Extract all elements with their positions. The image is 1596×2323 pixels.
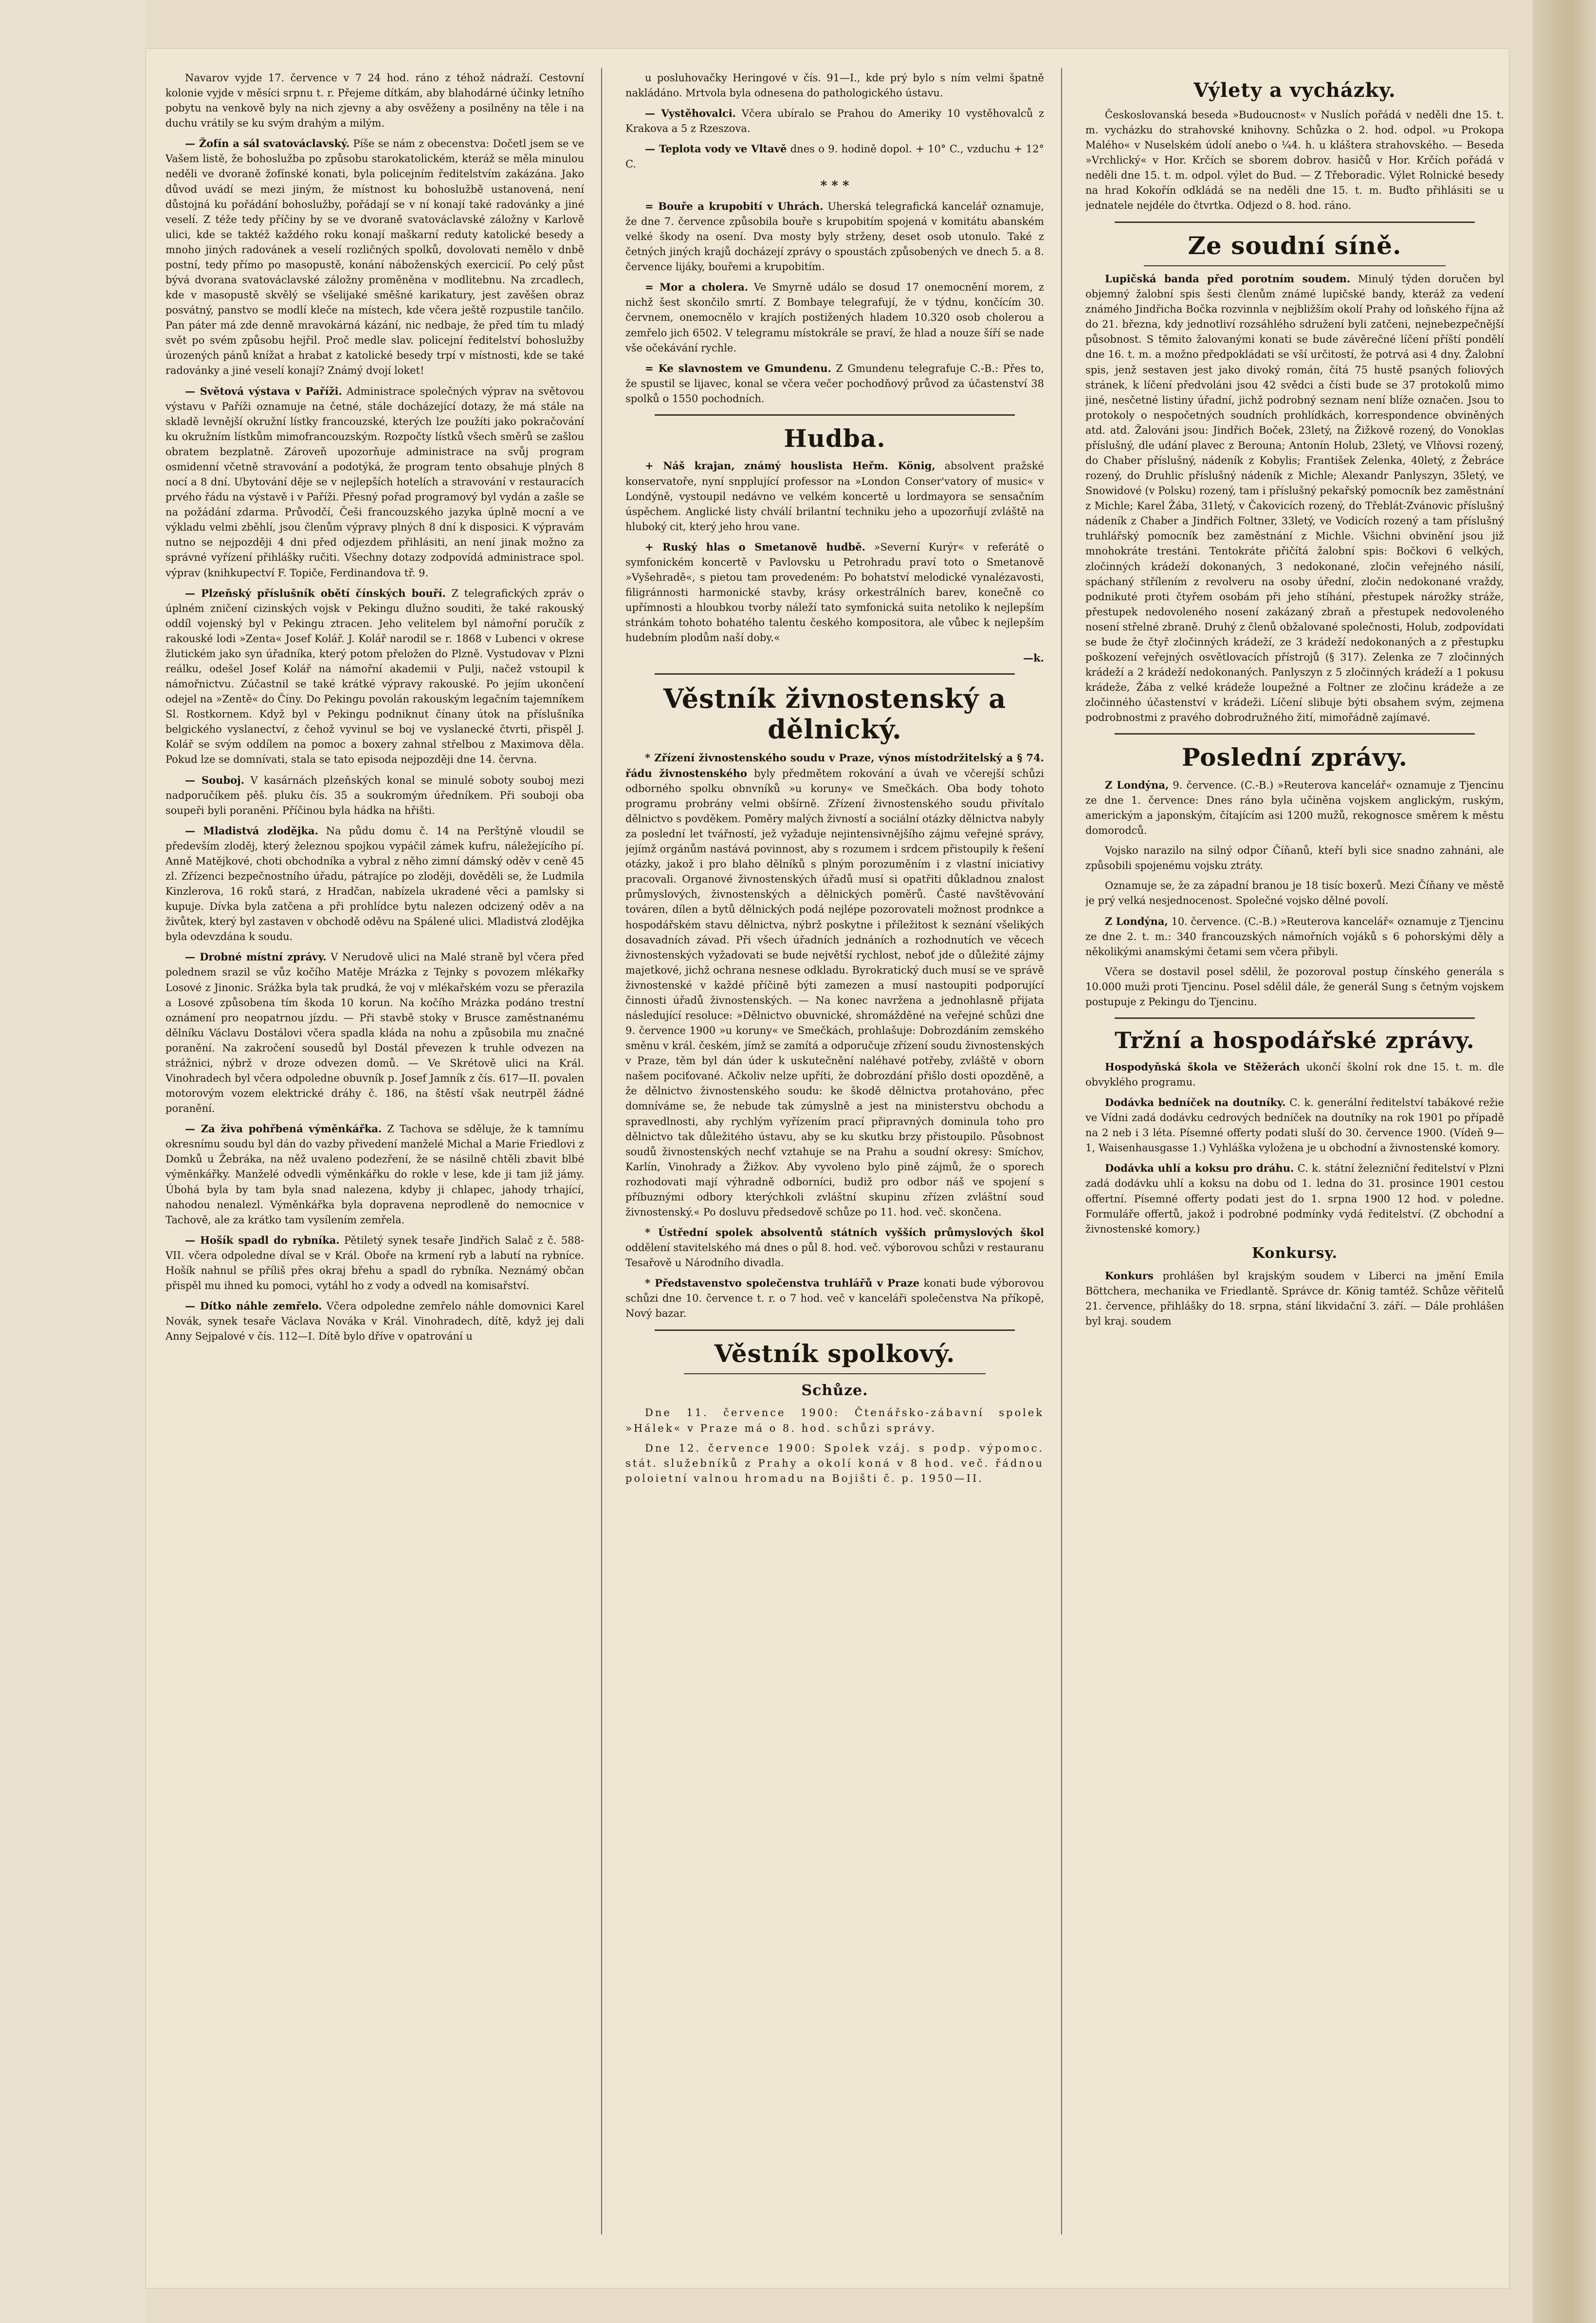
article-paragraph: u posluhovačky Heringové v čís. 91—I., kde prý bylo s ním velmi špatně nakládáno. Mrtvola byla odnesena do pathologického ústavu. (625, 72, 1044, 99)
column-rule (1061, 68, 1062, 2234)
column-left (165, 71, 584, 2232)
article-lead: Hospodyňská škola ve Stěžerách (1105, 1060, 1300, 1073)
article-text: absolvent pražské konservatoře, nyní snpplující professor na »London Conser'vatory of music« v Londýně, vystoupil nedávno ve velkém koncertě u lordmayora se sensačním úspěchem. Anglické listy chválí brilantní techniku jeho a upozorňují zvláště na hluboký cit, který jeho hrou vane. (625, 460, 1044, 533)
article-paragraph (1085, 1268, 1504, 1329)
section-heading-trade-bulletin: Věstník živnostenský a dělnický. (663, 683, 1007, 745)
article-text: Na půdu domu č. 14 na Perštýně vloudil se především zloděj, který železnou spojkou vypáčil zámek kufru, náležejícího pí. Anně Matějkové, choti obchodníka a vybral z něho zimní dámský oděv v ceně 45 zl. Zřízenci bezpečnostního úřadu, pátrajíce po zloději, dověděli se, že Ludmila Kinzlerova, 16 roků stará, z Hradčan, nabízela ukradené věci a pamlsky si kupuje. Dívka byla zatčena a při prohlídce bytu nalezen odcizený oděv a na živůtek, který byl zastaven v obchodě oděvu na Spálené ulici. Mladistvá zlodějka byla odevzdána k soudu. (165, 825, 584, 943)
article-lead: = Mor a cholera. (645, 281, 749, 294)
section-divider (1115, 733, 1475, 735)
article-text: V kasárnách plzeňských konal se minulé soboty souboj mezi nadporučíkem pěš. pluku čís. 35 a soukromým úředníkem. Při souboji oba soupeři byli poraněni. Příčinou byla hádka na hřišti. (165, 774, 584, 816)
article-lead: Lupičská banda před porotním soudem. (1105, 273, 1351, 285)
article-text: C. k. generální ředitelství tabákové režie ve Vídni zadá dodávku cedrových bedníček na doutníky na rok 1901 po případě na 2 neb i 3 léta. Písemné offerty podati sluší do 30. července 1900. (Vídeň 9—1, Waisenhausgasse 1.) Vyhláška vyložena je u obchodní a živnostenské komory. (1085, 1097, 1504, 1154)
article-lead: — Drobné místní zprávy. (185, 951, 327, 963)
article-lead: * Představenstvo společenstva truhlářů v Praze (645, 1277, 919, 1290)
article-lead: — Mladistvá zlodějka. (185, 824, 318, 837)
article-text: C. k. státní železniční ředitelství v Plzni zadá dodávku uhlí a koksu na dobu od 1. ledna do 31. prosince 1901 cestou offertní. Písemné offerty podati jest do 1. srpna 1900 12 hod. v poledne. Formuláře offertů, jakož i podrobné podmínky vydá ředitelství. (Z obchodní a živnostenské komory.) (1085, 1162, 1504, 1235)
article-paragraph (625, 361, 1044, 406)
article-lead: Dodávka bedníček na doutníky. (1105, 1096, 1286, 1109)
article-text: konati bude výborovou schůzi dne 10. července t. r. o 7 hod. več v kanceláři společenstva Na příkopě, Nový bazar. (625, 1277, 1044, 1320)
article-text: »Severní Kurýr« v referátě o symfonickém koncertě v Pavlovsku u Petrohradu praví toto o Smetanově »Vyšehradě«, s pietou tam provedeném: Po bohatství melodické vynalézavosti, filigránnosti harmonické stavby, krásy orkestrálních barev, konečně co upřímnosti a hloubkou tvorby náleží tato symfonická suita netoliko k nejlepším stránkám tohoto bohatého talentu českého kompositora, ale vůbec k nejlepším hudebním plodům naší doby.« (625, 541, 1044, 644)
article-lead: * Zřízení živnostenského soudu v Praze, výnos místodržitelský a § 74. řádu živnostenského (625, 751, 1044, 779)
article-lead: — Za živa pohřbená výměnkářka. (185, 1123, 382, 1135)
article-paragraph (1085, 1059, 1504, 1090)
article-paragraph (625, 458, 1044, 534)
article-lead: — Světová výstava v Paříži. (185, 385, 342, 397)
article-text: Včera odpoledne zemřelo náhle domovnici Karel Novák, synek tesaře Václava Nováka v Král. Vinohradech, dítě, když jej dali Anny Sejpalové v čís. 112—I. Dítě bylo dříve v opatrování u (165, 1300, 584, 1343)
article-paragraph: Oznamuje se, že za západní branou je 18 tisíc boxerů. Mezi Číňany ve městě je prý velká nesjednocenost. Společné vojsko dělné povolí. (1085, 880, 1504, 907)
subheading-bankruptcies: Konkursy. (1252, 1244, 1338, 1262)
article-text: prohlášen byl krajským soudem v Liberci na jmění Emila Böttchera, mechanika ve Friedlantě. Správce dr. König tamtéž. Schůze věřitelů 21. července, přihlášky do 18. srpna, stání likvidační 3. září. — Dále prohlášen byl kraj. soudem (1085, 1270, 1504, 1327)
column-rule (601, 68, 602, 2234)
article-paragraph (1085, 777, 1504, 838)
article-lead: + Náš krajan, známý houslista Heřm. König, (645, 460, 936, 472)
article-paragraph (165, 136, 584, 378)
article-paragraph (165, 586, 584, 768)
article-lead: — Plzeňský příslušník obětí čínských bouří. (185, 587, 446, 599)
article-paragraph (625, 539, 1044, 646)
article-text: Z telegrafických zpráv o úplném zničení cizinských vojsk v Pekingu dlužno souditi, že také rakouský oddíl vojenský byl v Pekingu ztracen. Jeho velitelem byl námořní poručík z rakouské lodi »Zenta« Josef Kolář. J. Kolář narodil se r. 1868 v Lubenci v okrese žlutickém jako syn úřadníka, který potom přeložen do Plzně. Vystudovav v Plzni reálku, odešel Josef Kolář na námořní akademii v Pulji, načež vstoupil k námořnictvu. Zúčastnil se také krátké výpravy rakouské. Po jejím ukončení odejel na »Zentě« do Číny. Do Pekingu povolán rakouským legačním tajemníkem Sl. Rostkornem. Když byl v Pekingu podniknut čínany útok na příslušníka belgického vyslanectví, z čehož vyvinul se boj ve vyslanecké čtvrti, přispěl J. Kolář se svým oddílem na pomoc a boxery zahnal střelbou z Maximova děla. Pokud lze se domnívati, stala se tato episoda nejpozději dne 14. června. (165, 587, 584, 766)
subheading-meetings: Schůze. (801, 1382, 868, 1400)
article-lead: — Vystěhovalci. (645, 107, 736, 120)
article-text: Ve Smyrně událo se dosud 17 onemocnění morem, z nichž šest skončilo smrtí. Z Bombaye telegrafují, že v týdnu, končícím 30. červnem, onemocnělo v krajích postižených hladem 10.320 osob cholerou a zemřelo jich 6502. V telegramu místokrále se praví, že hlad a nouze šíří se nade vše očekávání rychle. (625, 281, 1044, 354)
article-lead: Z Londýna, (1105, 915, 1168, 927)
article-text: Z Tachova se sděluje, že k tamnímu okresnímu soudu byl dán do vazby přivedení manželé Michal a Marie Friedlovi z Domků u Žebráka, na něž uvaleno podezření, že se násilně chtěli zbavit blbé výměnkářky. Manželé odvedli výměnkářku do rokle v lese, kde ji tam již jámy. Úbohá byla by tam byla snad nalezena, kdyby ji chlapec, jahody trhající, nahodou nenalezl. Výměnkářka byla dopravena neprodleně do nemocnice v Tachově, ale za krátko tam vysílením zemřela. (165, 1123, 584, 1226)
article-paragraph: Navarov vyjde 17. července v 7 24 hod. ráno z téhož nádraží. Cestovní kolonie vyjde v měsíci srpnu t. r. Přejeme dítkám, aby blahodárné účinky letního pobytu na venkově byly na nich zjevny a aby osvěženy a posilněny na těle i na duchu vrátily se ku svým drahým a milým. (165, 72, 584, 129)
article-paragraph (1085, 914, 1504, 959)
section-divider (655, 1329, 1015, 1331)
article-paragraph (625, 106, 1044, 136)
article-paragraph (1085, 1095, 1504, 1156)
section-heading-trips: Výlety a vycházky. (1193, 79, 1396, 102)
section-divider (1144, 265, 1446, 266)
page-margin-left (0, 0, 146, 2323)
section-heading-court: Ze soudní síně. (1188, 231, 1402, 260)
article-paragraph (165, 949, 584, 1116)
article-paragraph (1085, 271, 1504, 725)
section-heading-market: Tržní a hospodářské zprávy. (1115, 1027, 1475, 1053)
article-text: 9. července. (C.-B.) »Reuterova kancelář« oznamuje z Tjencinu ze dne 1. července: Dnes ráno byla učiněna vojskem anglickým, ruským, americkým a japonským, čítajícím asi 1200 mužů, rekognosce směrem k městu domorodců. (1085, 779, 1504, 837)
newspaper-page (146, 49, 1509, 2288)
article-text: byly předmětem rokování a úvah ve včerejší schůzi odborného spolku obnvníků »u koruny« ve Smečkách. Oba body tohoto programu probrány velmi obšírně. Zřízení živnostenského soudu přivítalo dělnictvo s povděkem. Poměry malých živností a sociální otázky dělnictva nabyly za poslední let tvářností, jež vyžaduje nejintensivnějšího zájmu veřejné správy, jejímž orgánům nastává povinnost, aby s rozumem i srdcem přistoupily k řešení otázky, jakož i pro blaho dělníků s plným porozuměním i z vlastní iniciativy pracovali. Organové živnostenských úřadů musí si opatřiti důkladnou znalost průmyslových, živnostenských a dělnických poměrů. Časté navštěvování továren, dílen a bytů dělnických podá nejlépe pozorovateli možnost prodnkce a hospodářském stavu dělnictva, nýbrž poskytne i příležitost k seznání všelikých dosavadních závad. Při všech úřadních jednáních a rozhodnutích ve věcech živnostenských vyžadovati se bude největší rychlost, neboť jde o důležité zájmy majetkové, jichž ochrana nesnese odkladu. Byrokratický duch musí se ve správě živnostenské v každé příčině býti zamezen a musí nastoupiti podporující činnosti úřadů živnostenských. — Na konec navržena a jednohlasně přijata následující resoluce: »Dělnictvo obuvnické, shromážděné na veřejné schůzi dne 9. července 1900 »u koruny« ve Smečkách, prohlašuje: Dobrozdáním zemského směnu v král. českém, jímž se zamítá a odporučuje zřízení soudu živnostenských v Praze, těm byl dán úder k uskutečnění naléhavé potřeby, zvláště v oborn našem pociťované. Ačkoliv nelze upříti, že dobrozdání přišlo dosti opozděně, a že dělnictvo živnostenského soudu: ke škodě dělnictva protahováno, přec domníváme se, že nebude tak zúmyslně a jest na ministerstvu obchodu a spravedlnosti, aby rychlým vyřízením prací připravných dominula toho pro dělnictvo tak důležitého ústavu, aby se ku skutku brzy přistoupilo. Působnost soudů živnostenských nechť vztahuje se na Prahu a soudní okresy: Smíchov, Karlín, Vinohrady a Žižkov. Aby vyvoleno bylo pině zájmů, že o sporech rozhodovati mají výhradně odborníci, budiž pro odbor náš ve spojení s příbuznými odbory kterýchkoli zvláštní skupinu zřízen zvláštní soud živnostenský.« Po dosluvu předsedově schůze po 11. hod. več. skončena. (625, 767, 1044, 1218)
article-lead: + Ruský hlas o Smetanově hudbě. (645, 540, 865, 553)
article-text: Z Gmundenu telegrafuje C.-B.: Přes to, že spustil se lijavec, konal se včera večer pochodňový průvod za účastenství 38 spolků o 1550 pochodních. (625, 362, 1044, 405)
article-paragraph (1085, 1161, 1504, 1236)
article-text: oddělení stavitelského má dnes o půl 8. hod. več. výborovou schůzi v restauranu Tesařově u Národního divadla. (625, 1242, 1044, 1269)
article-signature: —k. (1023, 652, 1044, 664)
article-paragraph: Českoslovanská beseda »Budoucnost« v Nuslích pořádá v neděli dne 15. t. m. vycházku do strahovské knihovny. Schůzka o 2. hod. odpol. »u Prokopa Malého« v Nuselském údolí anebo o ¼4. h. u kláštera strahovského. — Beseda »Vrchlický« v Hor. Krčích se sborem dobrov. hasičů v Hor. Krčích pořádá v neděli dne 15. t. m. odpol. výlet do Bud. — Z Třeboradic. Výlet Rolnické besedy na hrad Kokořín odkládá se na neděli dne 15. t. m. Buďto přihlásiti se u jednatele nejdéle do čtvrtka. Odjezd o 8. hod. ráno. (1085, 109, 1504, 212)
article-paragraph (625, 141, 1044, 172)
article-text: Administrace společných výprav na světovou výstavu v Paříži oznamuje na četné, stále docházející dotazy, že má stále na skladě levnější okružní lístky francouzské, kterých lze použíti jako pokračování ku okružním lístkům mimofrancouzským. Rozpočty lístků všech směrů se zašlou obratem bezplatně. Zároveň upozorňuje administrace na svůj program osmidenní včetně stravování a podotýká, že program tento obsahuje plných 8 nocí a 8 dní. Ubytování děje se v nejlepších hotelích a stravování v restauracích prvého řádu na výstavě i v Paříži. Přesný pořad programový byl vydán a zašle se na požádání zdarma. Průvodčí, Češi francouzského jazyka úplně mocní a ve výkladu velmi zběhlí, jsou členům výpravy plných 8 dní k disposici. K výpravám nutno se nejpozději 4 dni před odjezdem přihlásiti, an není jinak možno za správné vyřízení přihlášky ručiti. Všechny dotazy zodpovídá administrace spol. výprav (knihkupectví F. Topiče, Ferdinandova tř. 9. (165, 385, 584, 579)
article-paragraph (165, 823, 584, 945)
article-text: Minulý týden doručen byl objemný žalobní spis šesti členům známé lupičské bandy, kteráž za vedení známého Jindřicha Bočka rozvinnla v nejbližším okolí Prahy od loňského října až do 21. března, kdy jednotliví rozsáhlého sdružení byli zatčeni, nejnebezpečnější působnost. S těmito žalovanými konati se bude závěrečné líčení příští pondělí dne 16. t. m. a možno předpokládati se vší určitostí, že potrvá asi 4 dny. Žalobní spis, jenž sestaven jest jako divoký román, čítá 75 hustě psaných foliových stránek, k líčení předvoláni jsou 42 svědci a čísti bude se 37 protokolů mimo jiné, nesčetné listiny úřadní, jichž podrobný seznam není blíže označen. Jsou to protokoly o nespočetných soudních prohlídkách, korrespondence obviněných atd. atd. Žalováni jsou: Jindřich Boček, 23letý, na Žižkově rozený, do Vonoklas příslušný, dle udání plavec z Berouna; Antonín Holub, 23letý, ve Vlňovsi rozený, do Chaber příslušný, nádeník z Kobylis; František Zelenka, 40letý, z Žebráce rozený, do Druhlic příslušný nádeník z Michle; Alexandr Panlyszyn, 35letý, ve Snowidové (v Polsku) rozený, tam i příslušný pekařský pomocník bez zaměstnání z Michle; Karel Žába, 31letý, v Čakovicích rozený, do Třeblát-Zvánovic příslušný nádeník z Chaber a Jindřich Foltner, 33letý, ve Vodicích rozený a tam příslušný truhlářský pomocník bez zaměstnání z Michle. Všichni obvinění jsou již mnohokráte trestáni. Tentokráte přičítá žalobní spis: Bočkovi 6 velkých, zločinných krádeží dokonaných, 3 nedokonané, zločin veřejného násilí, spáchaný střílením z revolveru na osoby úřední, zločin nedokonané vraždy, podnikuté proti čtyřem osobám při jeho stíhání, přestupek nárožky stráže, přestupek nedovoleného nosení zakázaný zbraň a přestupek nedovoleného nosení střelné zbraně. Druhý z členů obžalované společnosti, Holub, zodpovídati se bude že čtyř zločinných krádeží, ze 3 krádeží nedokonaných a z přestupku poškození veřejných osvětlovacích přístrojů (§ 317). Zelenka ze 7 zločinných krádeží a 2 krádeží nedokonaných. Panlyszyn z 5 zločinných krádeží a 1 pokusu krádeže, Žába z velké krádeže loupežné a Foltner ze zločinu krádeže a ze zločinného účastenství v krádeži. Líčení slibuje býti obsahem svým, zejmena podrobnostmi z pravého dobrodružného žití, mimořádně zajímavé. (1085, 273, 1504, 724)
article-lead: = Bouře a krupobití v Uhrách. (645, 200, 824, 212)
article-text: ukončí školní rok dne 15. t. m. dle obvyklého programu. (1085, 1061, 1504, 1088)
article-lead: Z Londýna, (1105, 778, 1169, 791)
article-paragraph (165, 384, 584, 581)
section-divider (684, 1373, 986, 1374)
section-divider (1115, 221, 1475, 223)
section-divider (655, 414, 1015, 416)
article-lead: Konkurs (1105, 1270, 1154, 1282)
article-paragraph (625, 199, 1044, 275)
article-paragraph: Včera se dostavil posel sdělil, že pozoroval postup čínského generála s 10.000 muži proti Tjencinu. Posel sdělil dále, že generál Sung s četným vojskem postupuje z Pekingu do Tjencinu. (1085, 965, 1504, 1008)
article-lead: — Hošík spadl do rybníka. (185, 1234, 340, 1246)
article-paragraph: Vojsko narazilo na silný odpor Číňanů, kteří byli sice snadno zahnáni, ale způsobili spojenému vojsku ztráty. (1085, 845, 1504, 872)
section-heading-latest-news: Poslední zprávy. (1181, 743, 1408, 772)
article-text: V Nerudově ulici na Malé straně byl včera před polednem srazil se vůz kočího Matěje Mrázka z Tejnky s povozem mlékařky Losové z Jinonic. Srážka byla tak prudká, že voj v mlékařském vozu se přerazila a Losové způsobena tím škoda 10 korun. Na kočího Mrázka podáno trestní oznámení pro neopatrnou jízdu. — Při stavbě stoky v Brusce zaměstnanému dělníku Václavu Dostálovi včera spadla kláda na nohu a způsobila mu značné poranění. Na zakročení sousedů byl Dostál převezen k truhle odvezen na strážnici, nýbrž v droze odvezen domů. — Ve Skrétově ulici na Král. Vinohradech byl včera odpoledne obuvník p. Josef Jamník z čís. 617—II. povalen motorovým vozem elektrické dráhy č. 186, na štěstí však neutrpěl žádné poranění. (165, 951, 584, 1115)
article-lead: = Ke slavnostem ve Gmundenu. (645, 362, 831, 374)
article-text: 10. července. (C.-B.) »Reuterova kancelář« oznamuje z Tjencinu ze dne 2. t. m.: 340 francouzských námořních vojáků s 6 pohorskými děly a několikými anamskými četami sem včera přibyli. (1085, 915, 1504, 958)
article-paragraph (165, 1298, 584, 1344)
section-divider (1115, 1017, 1475, 1019)
article-paragraph (625, 750, 1044, 1220)
article-lead: — Žofín a sál svatováclavský. (185, 137, 350, 150)
article-lead: — Souboj. (185, 774, 245, 786)
article-paragraph (625, 1225, 1044, 1271)
article-lead: — Teplota vody ve Vltavě (645, 143, 787, 155)
section-heading-club-bulletin: Věstník spolkový. (714, 1339, 955, 1368)
article-text: Uherská telegrafická kancelář oznamuje, že dne 7. července způsobila bouře s krupobitím spojená v komitátu abanském velké škody na osení. Dva mosty byly strženy, deset osob utonulo. Také z četných jiných krajů docházejí zprávy o spoustách způsobených ve dnech 5. a 8. července lijáky, bouřemi a krupobitím. (625, 200, 1044, 273)
column-right (1085, 71, 1504, 2232)
article-paragraph (165, 773, 584, 818)
page-binding-edge (1533, 0, 1596, 2323)
section-separator-stars: * * * (820, 179, 849, 194)
article-paragraph: Dne 12. července 1900: Spolek vzáj. s podp. výpomoc. stát. služebníků z Prahy a okolí koná v 8 hod. več. řádnou poloietní valnou hromadu na Bojišti č. p. 1950—II. (625, 1442, 1044, 1484)
article-lead: Dodávka uhlí a koksu pro dráhu. (1105, 1162, 1294, 1175)
article-paragraph: Dne 11. července 1900: Čtenářsko-zábavní spolek »Hálek« v Praze má o 8. hod. schůzi správy. (625, 1407, 1044, 1434)
section-heading-music: Hudba. (784, 424, 886, 453)
article-paragraph (625, 279, 1044, 355)
article-text: Včera ubíralo se Prahou do Ameriky 10 vystěhovalců z Krakova a 5 z Rzeszova. (625, 108, 1044, 135)
article-paragraph (165, 1121, 584, 1228)
article-paragraph (165, 1233, 584, 1293)
article-paragraph (625, 1275, 1044, 1321)
article-text: dnes o 9. hodině dopol. + 10° C., vzduchu + 12° C. (625, 143, 1044, 170)
section-divider (655, 673, 1015, 675)
article-text: Píše se nám z obecenstva: Dočetl jsem se ve Vašem listě, že bohoslužba po způsobu starokatolickém, kteráž se měla minulou neděli ve dvoraně žofínské konati, byla policejním ředitelstvím zakázána. Jako důvod uvádí se mezi jiným, že místnost ku bohoslužbě ustanovená, není důstojná ku pořádání bohoslužby, pořádají se v ní konají také radovánky a jiné veselí. Z téže tedy příčiny by se ve dvoraně svatováclavské záložny v Karlově ulici, kde se taktéž každého roku konají maškarní reduty katolické besedy a mnoho jiných radovánek a veselí rozličných spolků, dovolovati nemělo v dnbě postní, tedy přímo po masopustě, konání náboženských exercicií. Po celý půst bývá dvorana svatováclavské záložny proměněna v modlitebnu. Na zrcadlech, kde v masopustě skvělý se všelijaké směšné karikatury, jest zavěšen obraz posvátný, panstvo se modlí kleče na místech, kde včera ještě rozpustile tančilo. Pan páter má zde denně mravokárná kázání, nic nedbaje, že před tím tu mladý svět po svém způsobu hejřil. Proč medle slav. policejní ředitelství bohoslužby úrozených pánů knížat a hrabat z katolické besedy trpí v místnosti, kde se také radovánky a jiné veselí konají? Známý dvojí loket! (165, 138, 584, 377)
column-middle (625, 71, 1044, 2232)
article-text: Pětiletý synek tesaře Jindřich Salač z č. 588- VII. včera odpoledne díval se v Král. Oboře na krmení ryb a labutí na rybníce. Hošík nahnul se příliš přes okraj břehu a spadl do rybníka. Neznámý občan přispěl mu ihned ku pomoci, vytáhl ho z vody a odvedl na komisařství. (165, 1234, 584, 1292)
article-lead: * Ústřední spolek absolventů státních vyšších průmyslových škol (645, 1226, 1044, 1239)
article-lead: — Dítko náhle zemřelo. (185, 1300, 322, 1312)
